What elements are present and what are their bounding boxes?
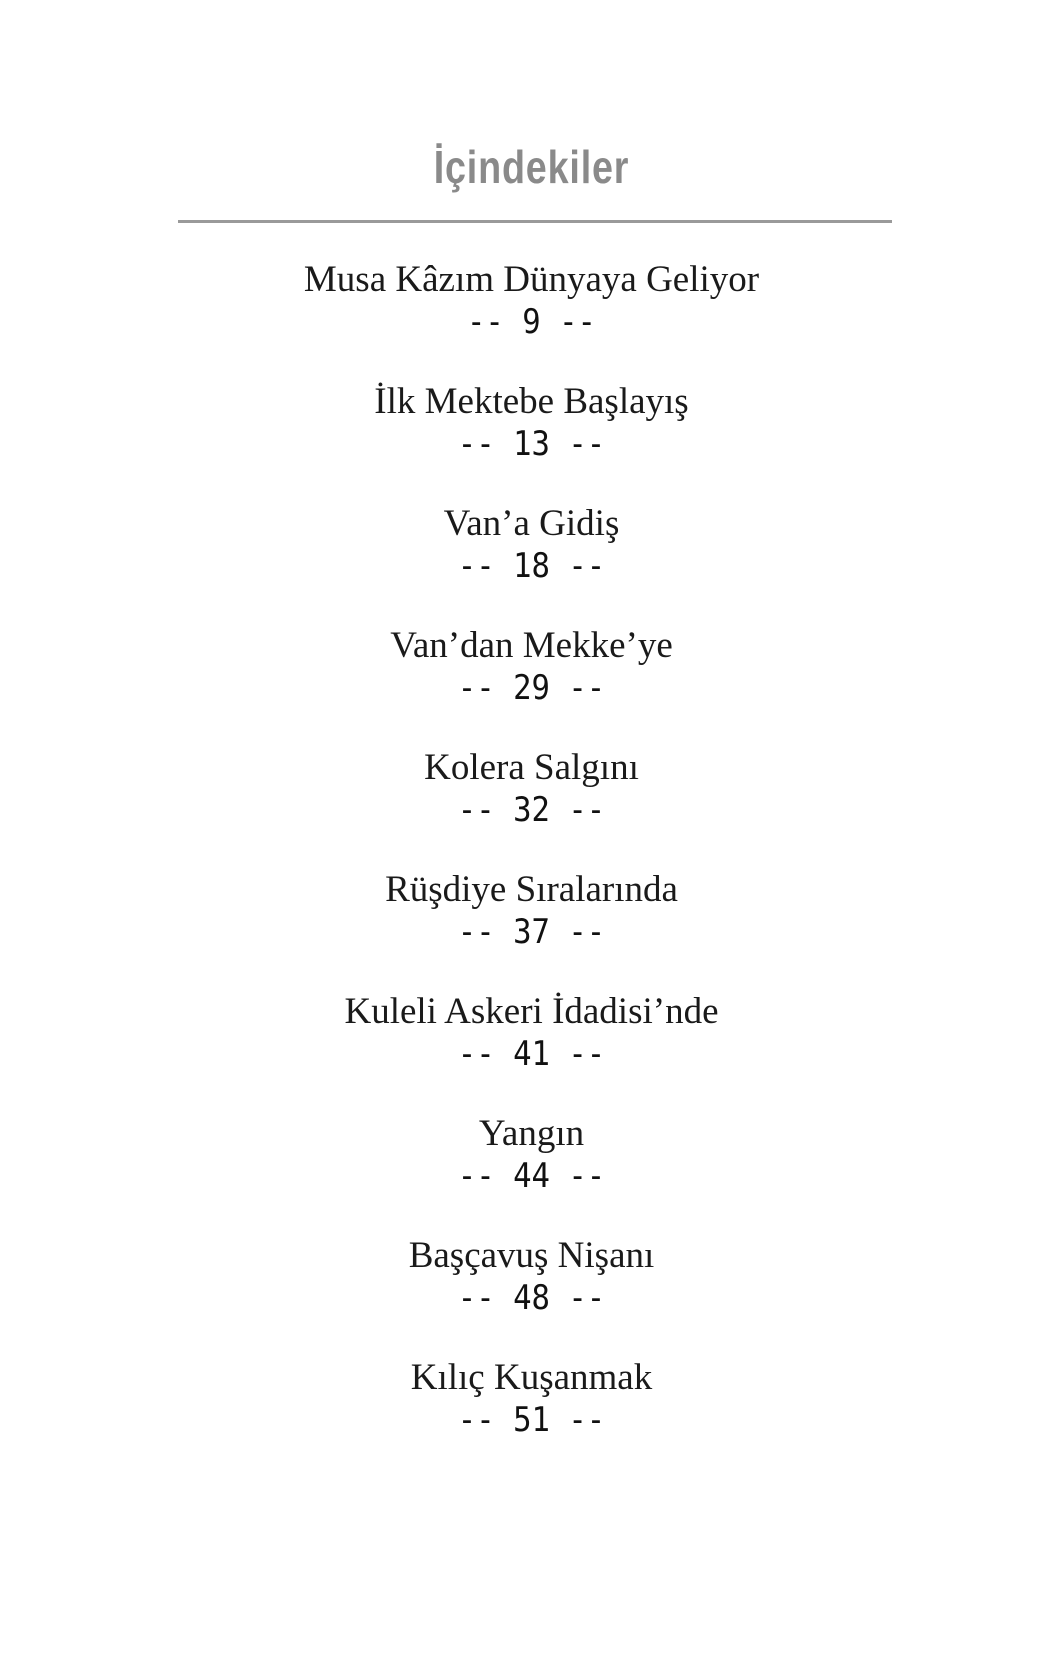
- entry-title: Van’a Gidiş: [443, 503, 620, 544]
- toc-title: İçindekiler: [433, 141, 630, 193]
- entry-title: Van’dan Mekke’ye: [390, 625, 673, 666]
- toc-entry: [0, 1112, 1063, 1234]
- entry-page-number: -- 41 --: [457, 1034, 606, 1074]
- entry-title: İlk Mektebe Başlayış: [374, 381, 689, 422]
- title-divider: [178, 220, 892, 223]
- toc-entry: [0, 1234, 1063, 1356]
- entry-page-number: -- 29 --: [457, 668, 606, 708]
- toc-entry: [0, 868, 1063, 990]
- entry-page-number: -- 32 --: [457, 790, 606, 830]
- entry-page-number: -- 51 --: [457, 1400, 606, 1440]
- toc-entry: [0, 1356, 1063, 1478]
- toc-entry: [0, 624, 1063, 746]
- entry-page-number: -- 18 --: [457, 546, 606, 586]
- entry-title: Musa Kâzım Dünyaya Geliyor: [303, 259, 760, 300]
- entry-title: Kılıç Kuşanmak: [410, 1357, 653, 1398]
- toc-entry: [0, 746, 1063, 868]
- entry-title: Rüşdiye Sıralarında: [385, 869, 678, 910]
- toc-list: [0, 258, 1063, 1478]
- entry-page-number: -- 37 --: [457, 912, 606, 952]
- entry-page-number: -- 48 --: [457, 1278, 606, 1318]
- entry-page-number: -- 9 --: [467, 302, 596, 342]
- entry-title: Kolera Salgını: [424, 747, 639, 788]
- entry-title: Başçavuş Nişanı: [408, 1235, 655, 1276]
- toc-entry: [0, 380, 1063, 502]
- entry-page-number: -- 44 --: [457, 1156, 606, 1196]
- toc-entry: [0, 990, 1063, 1112]
- entry-page-number: -- 13 --: [457, 424, 606, 464]
- entry-title: Kuleli Askeri İdadisi’nde: [344, 991, 719, 1032]
- entry-title: Yangın: [478, 1113, 585, 1154]
- toc-entry: [0, 502, 1063, 624]
- toc-entry: [0, 258, 1063, 380]
